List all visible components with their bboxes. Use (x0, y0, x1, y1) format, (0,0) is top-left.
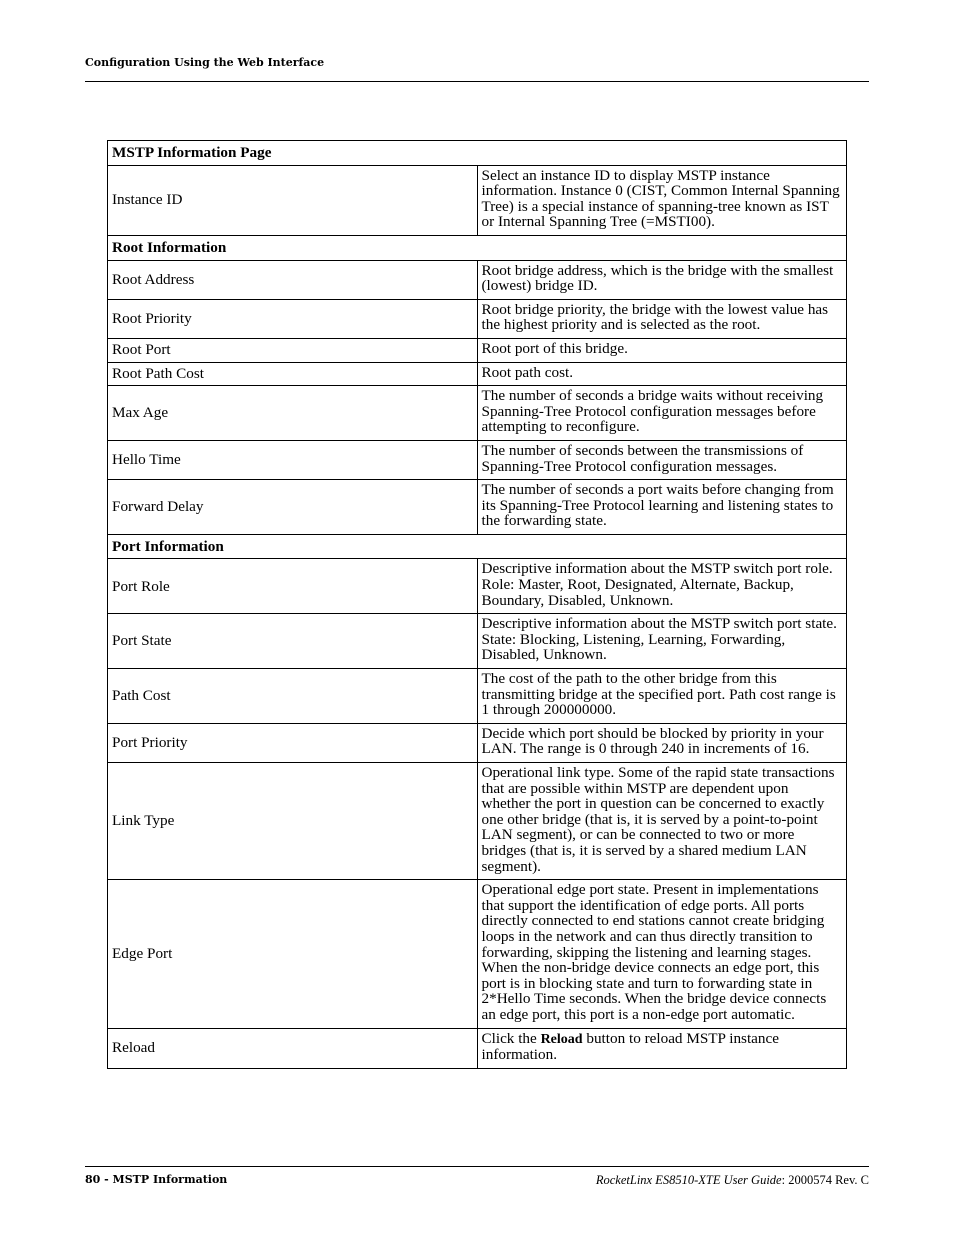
field-description: Descriptive information about the MSTP switch port role. Role: Master, Root, Designated, Alternate, Backup, Boundary, Disabled, Unknown. (477, 559, 847, 614)
field-description: The number of seconds a bridge waits without receiving Spanning-Tree Protocol configuration messages before attempting to reconfigure. (477, 386, 847, 441)
field-name: Reload (108, 1028, 478, 1068)
footer-divider (85, 1166, 869, 1167)
reload-term: Reload (540, 1031, 583, 1047)
field-description: Decide which port should be blocked by priority in your LAN. The range is 0 through 240 in increments of 16. (477, 723, 847, 762)
table-body-reload (108, 1028, 847, 1068)
field-description: The cost of the path to the other bridge from this transmitting bridge at the specified port. Path cost range is 1 through 200000000. (477, 669, 847, 724)
field-name: Port Priority (108, 723, 478, 762)
field-name: Root Address (108, 260, 478, 299)
field-description: Select an instance ID to display MSTP instance information. Instance 0 (CIST, Common Internal Spanning Tree) is a special instance of spanning-tree known as IST or Internal Spanning Tree (=MSTI00). (477, 165, 847, 235)
field-name: Link Type (108, 763, 478, 880)
table-row (108, 165, 847, 235)
section-title: MSTP Information Page (108, 141, 847, 166)
running-header: Configuration Using the Web Interface (85, 56, 325, 69)
table-row-reload (108, 1028, 847, 1068)
table-row (108, 763, 847, 880)
field-name: Edge Port (108, 880, 478, 1028)
desc-prefix: Click the (481, 1029, 541, 1047)
table-row (108, 559, 847, 614)
table-row (108, 669, 847, 724)
mstp-info-table (107, 140, 847, 1069)
field-name: Root Priority (108, 299, 478, 338)
field-description: Operational edge port state. Present in implementations that support the identification of edge ports. All ports directly connected to end stations cannot create bridging loops in the network and can thus directly transition to forwarding, skipping the listening and learning stages. When the non-bridge device connects an edge port, this port is in blocking state and turn to forwarding state in 2*Hello Time seconds. When the bridge device connects an edge port, this port is a non-edge port automatic. (477, 880, 847, 1028)
field-description: The number of seconds a port waits before changing from its Spanning-Tree Protocol learning and listening states to the forwarding state. (477, 480, 847, 535)
page-number-section: 80 - MSTP Information (85, 1173, 228, 1186)
field-description: Root bridge address, which is the bridge with the smallest (lowest) bridge ID. (477, 260, 847, 299)
field-name: Root Port (108, 338, 478, 362)
table-row (108, 880, 847, 1028)
header-divider (85, 81, 869, 82)
section-header-row (108, 141, 847, 166)
table-row (108, 723, 847, 762)
table-row (108, 386, 847, 441)
section-header-row (108, 534, 847, 559)
table-body (108, 141, 847, 1029)
field-name: Path Cost (108, 669, 478, 724)
guide-revision: : 2000574 Rev. C (781, 1173, 869, 1187)
field-description: Root port of this bridge. (477, 338, 847, 362)
table-row (108, 614, 847, 669)
field-description: Root path cost. (477, 362, 847, 386)
field-name: Instance ID (108, 165, 478, 235)
field-description (477, 1028, 847, 1068)
section-header-row (108, 235, 847, 260)
table-row (108, 260, 847, 299)
table-row (108, 362, 847, 386)
guide-title: RocketLinx ES8510-XTE User Guide (595, 1173, 782, 1187)
desc-suffix: button to reload MSTP instance information. (481, 1029, 779, 1064)
table-row (108, 299, 847, 338)
table-row (108, 480, 847, 535)
table-row (108, 338, 847, 362)
document-title (596, 1173, 869, 1188)
field-description: Operational link type. Some of the rapid state transactions that are possible within MSTP are dependent upon whether the port in question can be concerned to exactly one other bridge (that is, it is served by a point-to-point LAN segment), or can be connected to two or more bridges (that is, it is served by a shared medium LAN segment). (477, 763, 847, 880)
field-name: Port Role (108, 559, 478, 614)
field-name: Max Age (108, 386, 478, 441)
field-description: Root bridge priority, the bridge with the lowest value has the highest priority and is selected as the root. (477, 299, 847, 338)
field-description: Descriptive information about the MSTP switch port state. State: Blocking, Listening, Learning, Forwarding, Disabled, Unknown. (477, 614, 847, 669)
field-description: The number of seconds between the transmissions of Spanning-Tree Protocol configuration messages. (477, 440, 847, 479)
section-title: Port Information (108, 534, 847, 559)
field-name: Forward Delay (108, 480, 478, 535)
field-name: Hello Time (108, 440, 478, 479)
section-title: Root Information (108, 235, 847, 260)
table-row (108, 440, 847, 479)
field-name: Root Path Cost (108, 362, 478, 386)
field-name: Port State (108, 614, 478, 669)
